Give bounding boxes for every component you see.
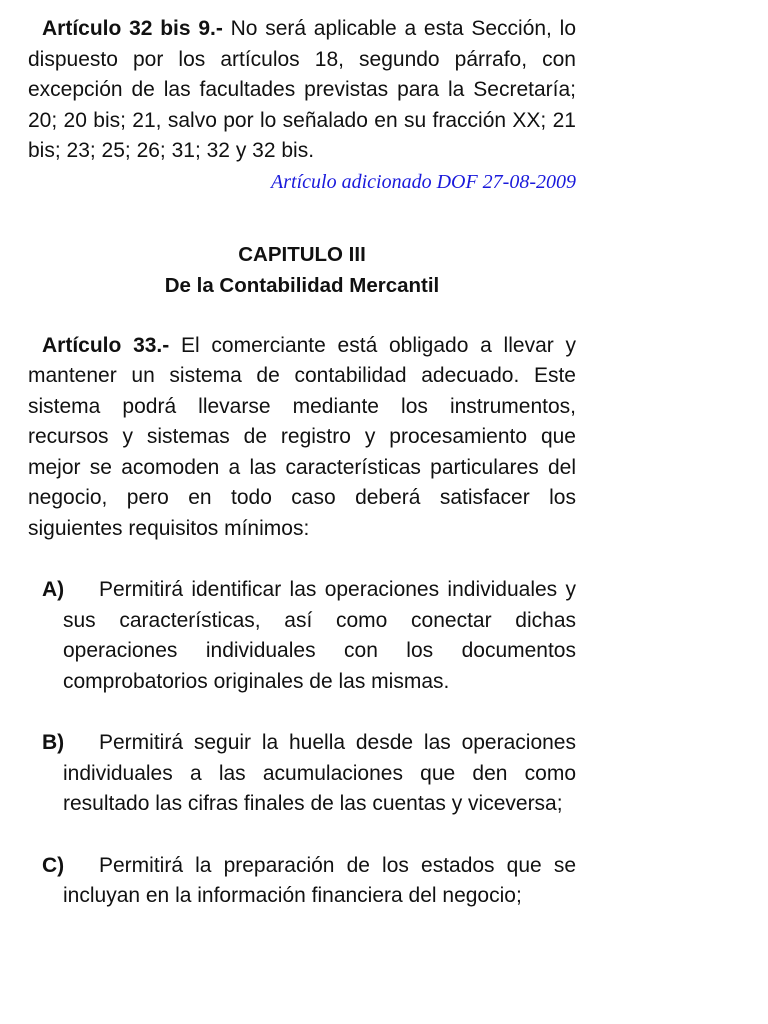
article-33-text: El comerciante está obligado a llevar y mantener un sistema de contabilidad adecuado. Este sistema podrá llevarse mediante los instrumentos, recursos y sistemas de registro y procesamiento que mejor se acomoden a las características particulares del negocio, pero en todo caso deberá satisfacer los siguientes requisitos mínimos: [28, 333, 576, 540]
list-item-letter: B) [42, 731, 65, 754]
article-32-bis-9-text: No será aplicable a esta Sección, lo dispuesto por los artículos 18, segundo párrafo, con excepción de las facultades previstas para la Secretaría; 20; 20 bis; 21, salvo por lo señalado en su fracción XX; 21 bis; 23; 25; 26; 31; 32 y 32 bis. [28, 17, 577, 162]
list-item-text: Permitirá identificar las operaciones individuales y sus características, así como conectar dichas operaciones individuales con los documentos comprobatorios originales de las mismas. [63, 578, 576, 693]
list-item-c [28, 851, 576, 912]
chapter-heading [28, 239, 576, 301]
chapter-number: CAPITULO III [238, 242, 366, 266]
article-32-bis-9-heading: Artículo 32 bis 9.- [42, 17, 223, 40]
article-32-bis-9 [28, 14, 576, 167]
amendment-note: Artículo adicionado DOF 27-08-2009 [271, 170, 576, 193]
list-item-letter: C) [42, 853, 65, 877]
chapter-title: De la Contabilidad Mercantil [164, 273, 440, 297]
list-item-text: Permitirá la preparación de los estados que se incluyan en la información financiera del negocio; [63, 853, 576, 907]
list-item-a [28, 575, 576, 697]
document-page [28, 14, 576, 912]
list-item-text: Permitirá seguir la huella desde las operaciones individuales a las acumulaciones que den como resultado las cifras finales de las cuentas y viceversa; [63, 731, 576, 815]
article-33-heading: Artículo 33.- [42, 333, 170, 357]
list-item-b [28, 728, 576, 820]
article-33 [28, 331, 576, 545]
list-item-letter: A) [42, 578, 65, 601]
